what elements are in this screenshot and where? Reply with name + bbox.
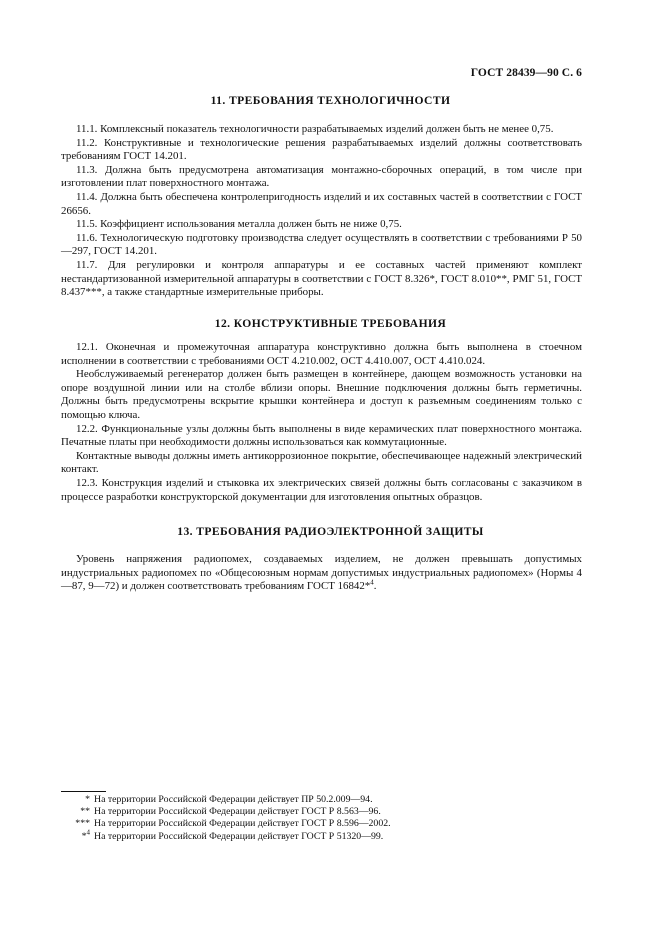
footnote-2 <box>61 806 601 818</box>
paragraph-13-end: . <box>373 580 377 593</box>
paragraph-13-text: Уровень напряжения радиопомех, создаваемых изделием, не должен превышать допустимых индустриальных радиопомех по «Общесоюзным нормам допустимых индустриальных радиопомех» (Нормы 4—87, 9—72) и должен соответствовать требованиям ГОСТ 16842* <box>61 553 582 593</box>
footnote-text: На территории Российской Федерации действует ГОСТ Р 8.563—96. <box>94 806 381 818</box>
footnotes <box>61 794 601 843</box>
paragraph-11-4: 11.4. Должна быть обеспечена контролепригодность изделий и их составных частей в соответствии с ГОСТ 26656. <box>61 190 582 217</box>
paragraph-11-7: 11.7. Для регулировки и контроля аппаратуры и ее составных частей применяют комплект нестандартизованной измерительной аппаратуры в соответствии с ГОСТ 8.326*, ГОСТ 8.010**, РМГ 51, ГОСТ 8.437***, а также стандартные измерительные приборы. <box>61 258 582 299</box>
paragraph-11-6: 11.6. Технологическую подготовку производства следует осуществлять в соответствии с требованиями Р 50—297, ГОСТ 14.201. <box>61 231 582 258</box>
footnote-separator <box>61 791 106 792</box>
footnote-3 <box>61 818 601 830</box>
footnote-1 <box>61 794 601 806</box>
page-header-standard-code: ГОСТ 28439—90 С. 6 <box>470 67 582 79</box>
footnote-text: На территории Российской Федерации действует ГОСТ Р 8.596—2002. <box>94 818 391 830</box>
footnote-text: На территории Российской Федерации действует ГОСТ Р 51320—99. <box>94 830 384 842</box>
paragraph-11-5: 11.5. Коэффициент использования металла должен быть не ниже 0,75. <box>76 218 402 231</box>
paragraph-13-sup: 4 <box>370 578 374 587</box>
paragraph-11-2: 11.2. Конструктивные и технологические решения разрабатываемых изделий должны соответствовать требованиям ГОСТ 14.201. <box>61 136 582 163</box>
footnote-mark: ** <box>80 806 90 818</box>
paragraph-12-1: 12.1. Оконечная и промежуточная аппаратура конструктивно должна быть выполнена в стоечном исполнении в соответствии с требованиями ОСТ 4.210.002, ОСТ 4.410.007, ОСТ 4.410.024. <box>61 341 582 367</box>
footnote-4 <box>61 828 601 843</box>
footnote-mark: * <box>85 794 90 805</box>
section-13-body <box>61 553 582 594</box>
paragraph-13 <box>61 553 582 594</box>
paragraph-12-2: 12.2. Функциональные узлы должны быть выполнены в виде керамических плат поверхностного монтажа. Печатные платы при необходимости должны использоваться как коммутационные. <box>61 422 582 449</box>
section-13-title: 13. ТРЕБОВАНИЯ РАДИОЭЛЕКТРОННОЙ ЗАЩИТЫ <box>177 525 484 538</box>
paragraph-11-1: 11.1. Комплексный показатель технологичности разрабатываемых изделий должен быть не менее 0,75. <box>76 123 554 135</box>
paragraph-12-1-regenerator: Необслуживаемый регенератор должен быть размещен в контейнере, дающем возможность установки на опоре воздушной линии или на столбе вблизи опоры. Внешние подключения должны быть герметичны. Должны быть предусмотрены вскрытие крышки контейнера и доступ к разъемным соединениям только с помощью ключа. <box>61 368 582 421</box>
section-11-body <box>61 123 582 300</box>
footnote-mark: *$^4$ <box>81 828 90 842</box>
paragraph-11-3: 11.3. Должна быть предусмотрена автоматизация монтажно-сборочных операций, в том числе при изготовлении плат поверхностного монтажа. <box>61 163 582 190</box>
footnote-text: На территории Российской Федерации действует ПР 50.2.009—94. <box>94 794 373 805</box>
section-12-body <box>61 341 582 504</box>
section-11-title: 11. ТРЕБОВАНИЯ ТЕХНОЛОГИЧНОСТИ <box>210 94 451 107</box>
paragraph-12-2-contacts: Контактные выводы должны иметь антикоррозионное покрытие, обеспечивающее надежный электрический контакт. <box>61 449 582 476</box>
paragraph-12-3: 12.3. Конструкция изделий и стыковка их электрических связей должны быть согласованы с заказчиком в процессе разработки конструкторской документации для изготовления опытных образцов. <box>61 476 582 503</box>
section-12-title: 12. КОНСТРУКТИВНЫЕ ТРЕБОВАНИЯ <box>214 317 447 330</box>
footnote-mark: *** <box>75 818 90 830</box>
